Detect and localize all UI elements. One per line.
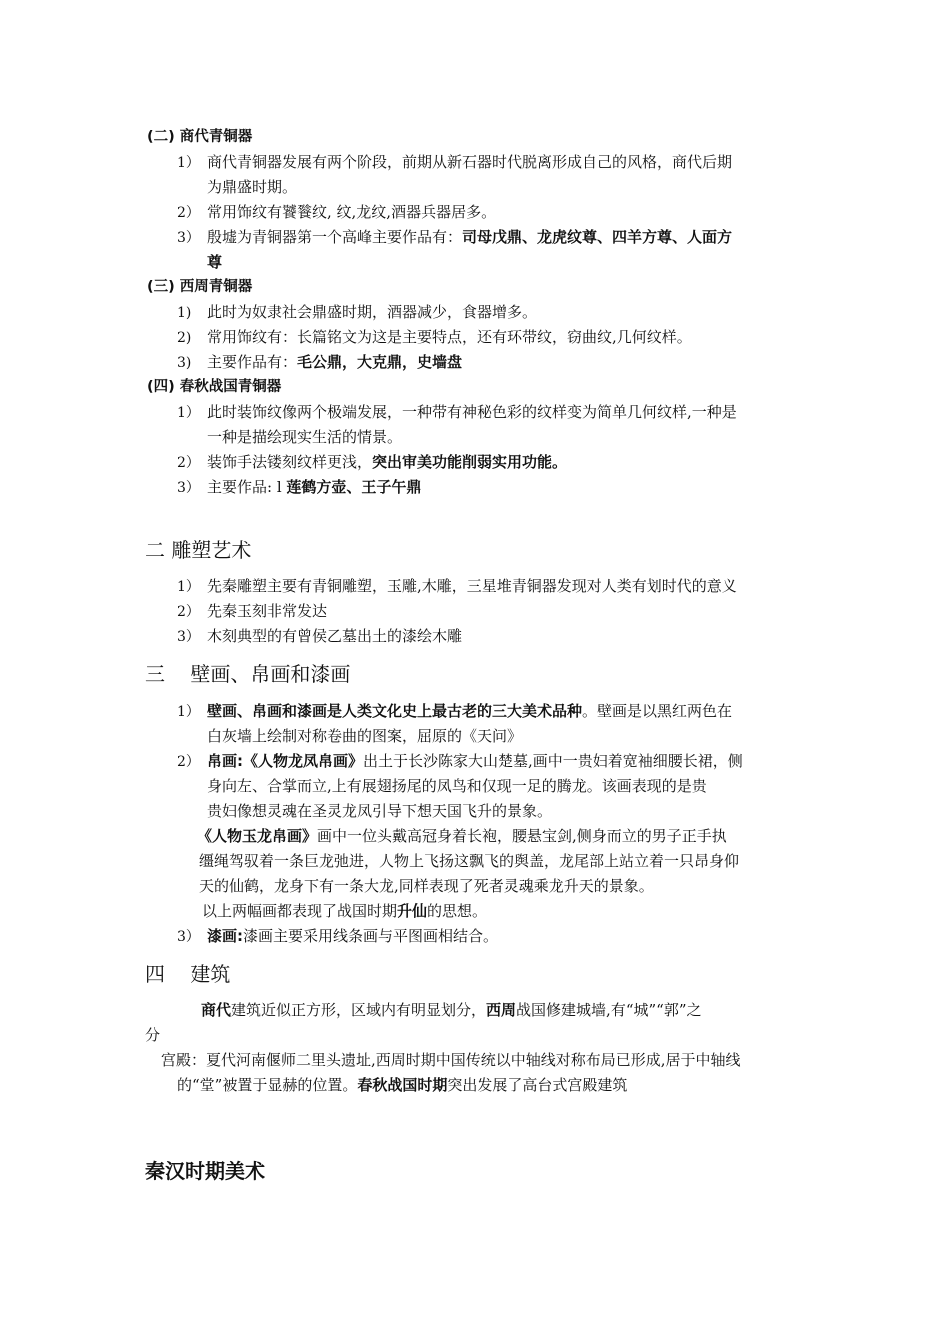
list-item: 1） 此时装饰纹像两个极端发展，一种带有神秘色彩的纹样变为简单几何纹样,一种是 [177, 403, 737, 421]
chapter-heading-sculpture: 二 雕塑艺术 [145, 538, 252, 562]
list-item: 1） 壁画、帛画和漆画是人类文化史上最古老的三大美术品种。壁画是以黑红两色在 [177, 702, 733, 720]
section-heading-spring-autumn-bronze: (四) 春秋战国青铜器 [147, 379, 282, 395]
paragraph-continuation: 分 [145, 1026, 161, 1044]
paragraph-continuation: 的“堂”被置于显赫的位置。春秋战国时期突出发展了高台式宫殿建筑 [177, 1076, 628, 1094]
list-item: 2） 装饰手法镂刻纹样更浅，突出审美功能削弱实用功能。 [177, 453, 568, 471]
section-heading-shang-bronze: (二) 商代青铜器 [147, 129, 253, 145]
list-item: 1) 此时为奴隶社会鼎盛时期，酒器减少，食器增多。 [177, 303, 538, 321]
list-item: 3) 主要作品有：毛公鼎，大克鼎，史墙盘 [177, 353, 463, 371]
paragraph: 商代建筑近似正方形，区域内有明显划分，西周战国修建城墙,有“城”“郭”之 [201, 1001, 702, 1019]
list-item: 2） 常用饰纹有饕餮纹, 纹,龙纹,酒器兵器居多。 [177, 203, 497, 221]
list-item: 3） 漆画:漆画主要采用线条画与平图画相结合。 [177, 927, 499, 945]
list-item: 3） 主要作品: l 莲鹤方壶、王子午鼎 [177, 478, 422, 496]
list-item-continuation: 一种是描绘现实生活的情景。 [207, 428, 403, 446]
paragraph: 《人物玉龙帛画》画中一位头戴高冠身着长袍，腰悬宝剑,侧身而立的男子正手执 [197, 827, 727, 845]
chapter-heading-architecture: 四 建筑 [145, 962, 231, 986]
paragraph: 以上两幅画都表现了战国时期升仙的思想。 [202, 902, 488, 920]
section-heading-western-zhou-bronze: (三) 西周青铜器 [147, 279, 253, 295]
list-item: 2） 先秦玉刻非常发达 [177, 602, 328, 620]
list-item-continuation: 尊 [207, 253, 223, 271]
list-item: 1） 先秦雕塑主要有青铜雕塑，玉雕,木雕，三星堆青铜器发现对人类有划时代的意义 [177, 577, 737, 595]
next-chapter-title: 秦汉时期美术 [145, 1159, 265, 1183]
list-item: 3） 木刻典型的有曾侯乙墓出土的漆绘木雕 [177, 627, 463, 645]
list-item: 2） 帛画:《人物龙凤帛画》出土于长沙陈家大山楚墓,画中一贵妇着宽袖细腰长裙，侧 [177, 752, 743, 770]
paragraph-continuation: 天的仙鹤，龙身下有一条大龙,同样表现了死者灵魂乘龙升天的景象。 [199, 877, 654, 895]
list-item: 1） 商代青铜器发展有两个阶段，前期从新石器时代脱离形成自己的风格，商代后期 [177, 153, 733, 171]
list-item: 3） 殷墟为青铜器第一个高峰主要作品有：司母戊鼎、龙虎纹尊、四羊方尊、人面方 [177, 228, 733, 246]
list-item-continuation: 身向左、合掌而立,上有展翅扬尾的凤鸟和仅现一足的腾龙。该画表现的是贵 [207, 777, 707, 795]
paragraph: 宫殿：夏代河南偃师二里头遗址,西周时期中国传统以中轴线对称布局已形成,居于中轴线 [161, 1051, 741, 1069]
list-item-continuation: 贵妇像想灵魂在圣灵龙凤引导下想天国飞升的景象。 [207, 802, 553, 820]
list-item-continuation: 白灰墙上绘制对称卷曲的图案，屈原的《天问》 [207, 727, 523, 745]
list-item-continuation: 为鼎盛时期。 [207, 178, 298, 196]
paragraph-continuation: 缰绳驾驭着一条巨龙弛进，人物上飞扬这飘飞的舆盖，龙尾部上站立着一只昂身仰 [199, 852, 740, 870]
chapter-heading-painting: 三 壁画、帛画和漆画 [145, 662, 351, 686]
list-item: 2) 常用饰纹有：长篇铭文为这是主要特点，还有环带纹，窃曲纹,几何纹样。 [177, 328, 692, 346]
